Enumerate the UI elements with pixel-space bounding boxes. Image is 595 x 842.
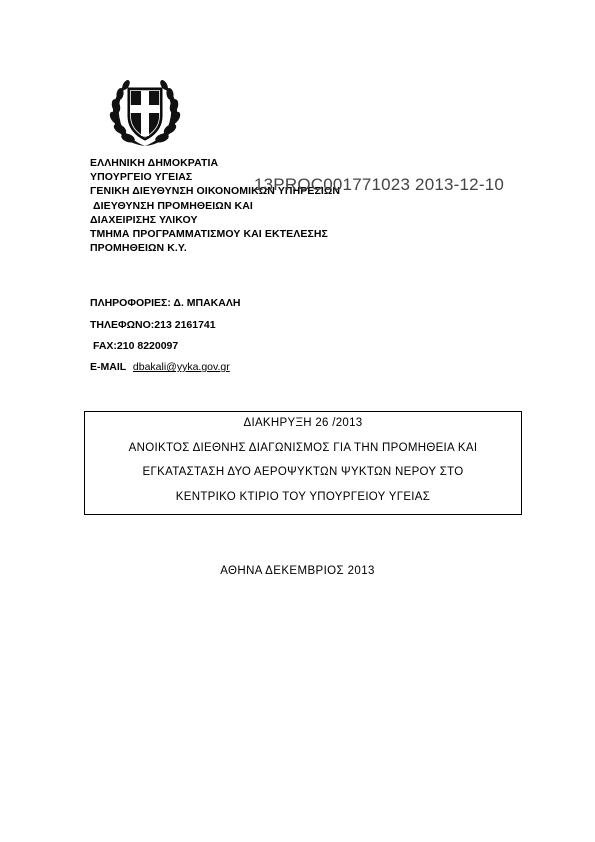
announcement-line-1: ΑΝΟΙΚΤΟΣ ΔΙΕΘΝΗΣ ΔΙΑΓΩΝΙΣΜΟΣ ΓΙΑ ΤΗΝ ΠΡΟΜΗΘΕΙΑ ΚΑΙ [128,442,478,454]
header-line-department: ΤΜΗΜΑ ΠΡΟΓΡΑΜΜΑΤΙΣΜΟΥ ΚΑΙ ΕΚΤΕΛΕΣΗΣ [90,228,328,241]
announcement-line-3: ΚΕΝΤΡΙΚΟ ΚΤΙΡΙΟ ΤΟΥ ΥΠΟΥΡΓΕΙΟΥ ΥΓΕΙΑΣ [175,491,431,503]
header-line-republic: ΕΛΛΗΝΙΚΗ ΔΗΜΟΚΡΑΤΙΑ [90,157,219,169]
greek-coat-of-arms-icon [106,76,184,150]
contact-row-info [90,297,240,309]
phone-value: 213 2161741 [154,319,216,331]
contact-row-fax [93,340,178,352]
info-label: ΠΛΗΡΟΦΟΡΙΕΣ: [90,297,171,309]
fax-value: 210 8220097 [116,340,179,352]
header-line-ministry: ΥΠΟΥΡΓΕΙΟ ΥΓΕΙΑΣ [90,171,193,184]
issuer-header [90,156,340,255]
contact-row-email [90,361,230,373]
protocol-number-stamp: 13PROC001771023 2013-12-10 [254,175,504,194]
place-and-date: ΑΘΗΝΑ ΔΕΚΕΜΒΡΙΟΣ 2013 [220,565,375,577]
announcement-line-2: ΕΓΚΑΤΑΣΤΑΣΗ ΔΥΟ ΑΕΡΟΨΥΚΤΩΝ ΨΥΚΤΩΝ ΝΕΡΟΥ ΣΤΟ [142,466,464,478]
header-line-general-directorate: ΓΕΝΙΚΗ ΔΙΕΥΘΥΝΣΗ ΟΙΚΟΝΟΜΙΚΩΝ ΥΠΗΡΕΣΙΩΝ [90,185,341,198]
announcement-box [84,411,522,515]
header-line-procurements: ΠΡΟΜΗΘΕΙΩΝ Κ.Υ. [90,242,187,255]
info-value: Δ. ΜΠΑΚΑΛΗ [173,297,241,309]
header-line-directorate: ΔΙΕΥΘΥΝΣΗ ΠΡΟΜΗΘΕΙΩΝ ΚΑΙ [93,199,253,212]
contact-row-phone [90,319,216,331]
fax-label: FAX: [93,340,117,352]
email-label: E-MAIL [90,361,126,373]
header-line-material-management: ΔΙΑΧΕΙΡΙΣΗΣ ΥΛΙΚΟΥ [90,213,198,226]
announcement-title: ΔΙΑΚΗΡΥΞΗ 26 /2013 [243,417,363,429]
phone-label: ΤΗΛΕΦΩΝΟ: [90,319,155,331]
email-link[interactable]: dbakali@yyka.gov.gr [132,361,230,373]
